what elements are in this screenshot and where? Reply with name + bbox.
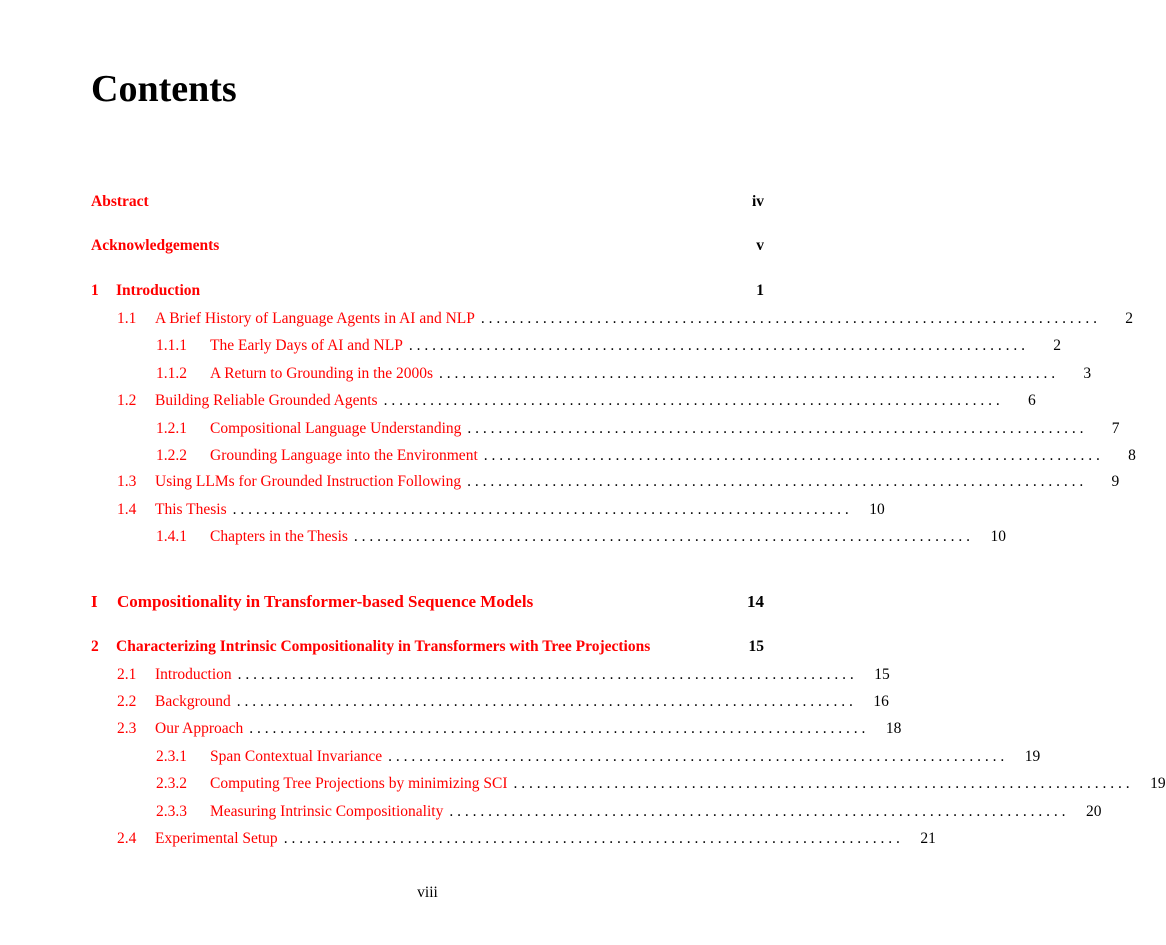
- toc-leader: . . . . . . . . . . . . . . . . . . . . . . . . . . . . . . . . . . . . . . . . . . . . . . . . . . . . . . . . . . . . . . . . . . . . . . . . . . . . . . . .: [483, 447, 1100, 464]
- toc-entry-1-4[interactable]: [91, 499, 885, 521]
- toc-entry-2-1[interactable]: [91, 664, 890, 686]
- toc-link[interactable]: Using LLMs for Grounded Instruction Following: [155, 473, 462, 490]
- toc-number: 1.4.1: [156, 528, 187, 545]
- toc-page-number: 6: [1027, 392, 1036, 409]
- toc-link[interactable]: This Thesis: [155, 501, 227, 518]
- toc-page-number: 20: [1085, 803, 1102, 820]
- toc-leader: . . . . . . . . . . . . . . . . . . . . . . . . . . . . . . . . . . . . . . . . . . . . . . . . . . . . . . . . . . . . . . . . . . . . . . . . . . . . . . . .: [236, 693, 853, 710]
- toc-entry-part-1[interactable]: [91, 591, 764, 613]
- toc-link[interactable]: Computing Tree Projections by minimizing SCI: [210, 775, 508, 792]
- toc-leader: . . . . . . . . . . . . . . . . . . . . . . . . . . . . . . . . . . . . . . . . . . . . . . . . . . . . . . . . . . . . . . . . . . . . . . . . . . . . . . . .: [467, 473, 1084, 490]
- toc-link[interactable]: Introduction: [155, 666, 232, 683]
- toc-page-number: 9: [1111, 473, 1120, 490]
- toc-page-number: 19: [1024, 748, 1041, 765]
- toc-link[interactable]: A Brief History of Language Agents in AI and NLP: [155, 310, 475, 327]
- toc-entry-abstract[interactable]: [91, 191, 764, 213]
- toc-link[interactable]: Compositional Language Understanding: [210, 420, 462, 437]
- toc-leader: . . . . . . . . . . . . . . . . . . . . . . . . . . . . . . . . . . . . . . . . . . . . . . . . . . . . . . . . . . . . . . . . . . . . . . . . . . . . . . . .: [237, 666, 854, 683]
- toc-link[interactable]: The Early Days of AI and NLP: [210, 337, 403, 354]
- toc-number: 1.1.1: [156, 337, 187, 354]
- toc-entry-1-2[interactable]: [91, 390, 1036, 412]
- toc-link[interactable]: Measuring Intrinsic Compositionality: [210, 803, 444, 820]
- toc-number: 2.1: [117, 666, 137, 683]
- toc-entry-1-3[interactable]: [91, 471, 1120, 493]
- toc-leader: . . . . . . . . . . . . . . . . . . . . . . . . . . . . . . . . . . . . . . . . . . . . . . . . . . . . . . . . . . . . . . . . . . . . . . . . . . . . . . . .: [467, 420, 1084, 437]
- page-title: Contents: [91, 68, 237, 110]
- toc-page-number: 19: [1150, 775, 1166, 792]
- toc-page-number: 21: [920, 830, 936, 847]
- toc-number: 2: [91, 638, 99, 655]
- toc-link[interactable]: Experimental Setup: [155, 830, 278, 847]
- toc-number: 2.3.1: [156, 748, 187, 765]
- toc-number: 2.3.3: [156, 803, 187, 820]
- toc-page-number: iv: [751, 193, 764, 210]
- toc-link-introduction[interactable]: Introduction: [116, 282, 201, 299]
- toc-page-number: 10: [869, 501, 885, 518]
- toc-entry-2-4[interactable]: [91, 828, 936, 850]
- toc-entry-chapter-2[interactable]: [91, 636, 764, 658]
- toc-entry-1-4-1[interactable]: [91, 526, 1007, 548]
- toc-number: 2.3.2: [156, 775, 187, 792]
- toc-entry-2-3-2[interactable]: [91, 773, 1166, 795]
- toc-page-number: 14: [747, 592, 764, 611]
- toc-leader: . . . . . . . . . . . . . . . . . . . . . . . . . . . . . . . . . . . . . . . . . . . . . . . . . . . . . . . . . . . . . . . . . . . . . . . . . . . . . . . .: [513, 775, 1130, 792]
- toc-leader: . . . . . . . . . . . . . . . . . . . . . . . . . . . . . . . . . . . . . . . . . . . . . . . . . . . . . . . . . . . . . . . . . . . . . . . . . . . . . . . .: [383, 392, 1000, 409]
- toc-page-number: 7: [1111, 420, 1120, 437]
- toc-number: 1.1.2: [156, 365, 187, 382]
- toc-leader: . . . . . . . . . . . . . . . . . . . . . . . . . . . . . . . . . . . . . . . . . . . . . . . . . . . . . . . . . . . . . . . . . . . . . . . . . . . . . . . .: [408, 337, 1025, 354]
- toc-page-number: 15: [748, 638, 764, 655]
- toc-page-number: 10: [990, 528, 1007, 545]
- toc-page-number: 15: [874, 666, 890, 683]
- toc-number: 2.4: [117, 830, 137, 847]
- toc-link[interactable]: Span Contextual Invariance: [210, 748, 383, 765]
- toc-entry-1-1-1[interactable]: [91, 335, 1061, 357]
- toc-link[interactable]: Building Reliable Grounded Agents: [155, 392, 378, 409]
- toc-entry-2-2[interactable]: [91, 691, 889, 713]
- toc-page-number: v: [756, 237, 764, 254]
- page-number-footer: viii: [417, 884, 438, 901]
- toc-number: I: [91, 592, 98, 611]
- toc-link[interactable]: Chapters in the Thesis: [210, 528, 348, 545]
- toc-leader: . . . . . . . . . . . . . . . . . . . . . . . . . . . . . . . . . . . . . . . . . . . . . . . . . . . . . . . . . . . . . . . . . . . . . . . . . . . . . . . .: [353, 528, 971, 545]
- toc-number: 1.2.1: [156, 420, 187, 437]
- toc-number: 2.3: [117, 720, 137, 737]
- toc-number: 1.2: [117, 392, 137, 409]
- toc-entry-2-3-1[interactable]: [91, 746, 1041, 768]
- toc-page-number: 18: [885, 720, 902, 737]
- toc-entry-1-2-1[interactable]: [91, 418, 1120, 440]
- toc-entry-1-2-2[interactable]: [91, 445, 1136, 467]
- toc-link[interactable]: Characterizing Intrinsic Compositionality in Transformers with Tree Projections: [116, 638, 651, 655]
- toc-leader: . . . . . . . . . . . . . . . . . . . . . . . . . . . . . . . . . . . . . . . . . . . . . . . . . . . . . . . . . . . . . . . . . . . . . . . . . . . . . . . .: [388, 748, 1005, 765]
- toc-entry-2-3[interactable]: [91, 718, 902, 740]
- toc-leader: . . . . . . . . . . . . . . . . . . . . . . . . . . . . . . . . . . . . . . . . . . . . . . . . . . . . . . . . . . . . . . . . . . . . . . . . . . . . . . . .: [439, 365, 1056, 382]
- toc-number: 2.2: [117, 693, 137, 710]
- toc-number: 1.1: [117, 310, 137, 327]
- toc-leader: . . . . . . . . . . . . . . . . . . . . . . . . . . . . . . . . . . . . . . . . . . . . . . . . . . . . . . . . . . . . . . . . . . . . . . . . . . . . . . . .: [480, 310, 1097, 327]
- toc-page-number: 2: [1125, 310, 1133, 327]
- toc-entry-1-1[interactable]: [91, 308, 1133, 330]
- toc-leader: . . . . . . . . . . . . . . . . . . . . . . . . . . . . . . . . . . . . . . . . . . . . . . . . . . . . . . . . . . . . . . . . . . . . . . . . . . . . . . . .: [232, 501, 849, 518]
- toc-page-number: 8: [1128, 447, 1136, 464]
- toc-page-number: 2: [1053, 337, 1061, 354]
- toc-leader: . . . . . . . . . . . . . . . . . . . . . . . . . . . . . . . . . . . . . . . . . . . . . . . . . . . . . . . . . . . . . . . . . . . . . . . . . . . . . . . .: [283, 830, 900, 847]
- toc-link[interactable]: A Return to Grounding in the 2000s: [210, 365, 434, 382]
- toc-number: 1: [91, 282, 99, 299]
- toc-page-number: 1: [756, 282, 764, 299]
- toc-number: 1.3: [117, 473, 137, 490]
- toc-link[interactable]: Compositionality in Transformer-based Sequence Models: [117, 592, 534, 611]
- toc-link[interactable]: Grounding Language into the Environment: [210, 447, 478, 464]
- toc-leader: . . . . . . . . . . . . . . . . . . . . . . . . . . . . . . . . . . . . . . . . . . . . . . . . . . . . . . . . . . . . . . . . . . . . . . . . . . . . . . . .: [449, 803, 1066, 820]
- toc-entry-acknowledgements[interactable]: [91, 235, 764, 257]
- toc-page-number: 3: [1083, 365, 1092, 382]
- toc-leader: . . . . . . . . . . . . . . . . . . . . . . . . . . . . . . . . . . . . . . . . . . . . . . . . . . . . . . . . . . . . . . . . . . . . . . . . . . . . . . . .: [249, 720, 866, 737]
- toc-link[interactable]: Background: [155, 693, 231, 710]
- toc-page-number: 16: [873, 693, 889, 710]
- toc-number: 1.2.2: [156, 447, 187, 464]
- toc-entry-chapter-1[interactable]: [91, 280, 764, 302]
- toc-link[interactable]: Our Approach: [155, 720, 244, 737]
- toc-entry-2-3-3[interactable]: [91, 801, 1102, 823]
- toc-link-acknowledgements[interactable]: Acknowledgements: [91, 237, 220, 254]
- toc-link-abstract[interactable]: Abstract: [91, 193, 149, 210]
- toc-number: 1.4: [117, 501, 137, 518]
- toc-entry-1-1-2[interactable]: [91, 363, 1092, 385]
